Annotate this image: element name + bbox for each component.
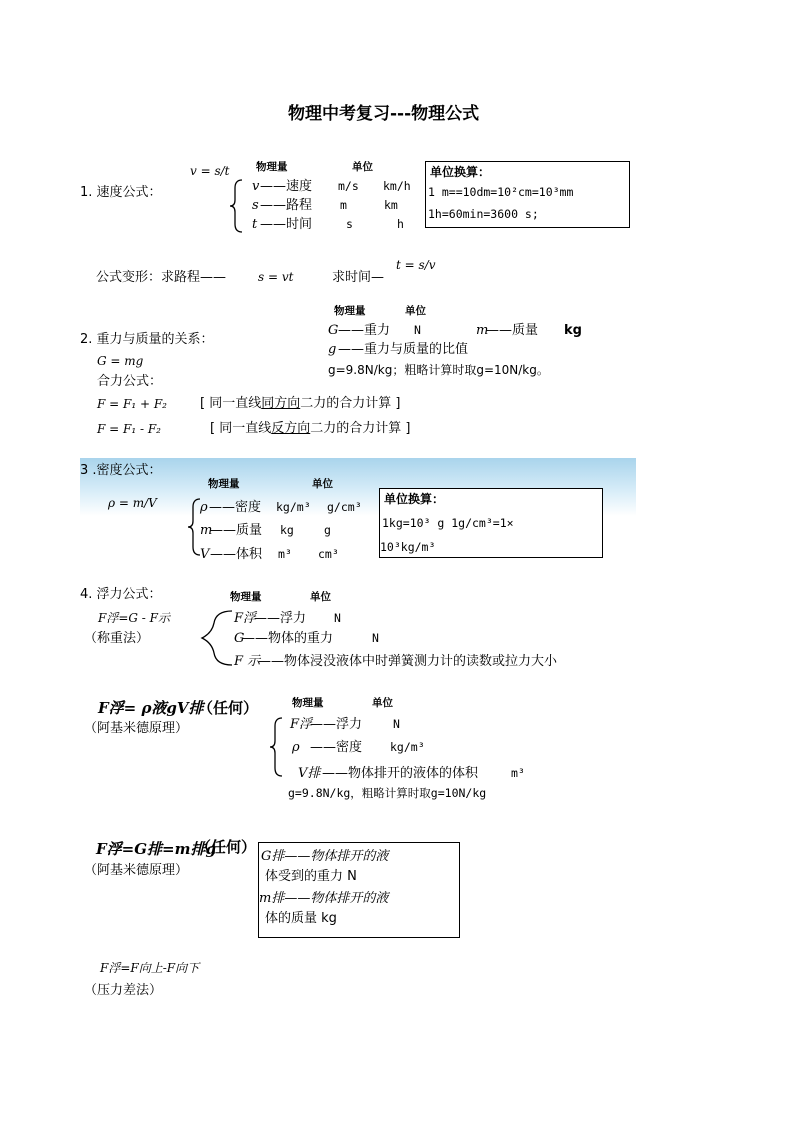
pressure-difference-method: （压力差法） [84,983,163,998]
speed-brace-icon [228,178,244,234]
archimedes-any-2: （任何） [196,838,257,856]
archimedes-g-note: g=9.8N/kg，粗略计算时取g=10N/kg [288,786,487,800]
speed-variant-formula: s = vt [258,270,294,284]
density-unit1: kg/m³ [276,500,311,514]
speed-variant-label2: 求时间— [332,270,385,285]
gravity-formula: G = mg [97,354,144,368]
buoyancy-sym: F浮 [234,611,257,626]
density-name: ——密度 [209,500,262,515]
header-quantity: 物理量 [256,161,288,173]
box-line: 体的质量 kg [265,911,337,926]
buoyancy-unit: N [334,611,341,625]
g-value-note: g=9.8N/kg；粗略计算时取g=10N/kg。 [328,363,549,377]
displaced-volume-sym: V排 [298,766,321,781]
box-title: 单位换算： [430,165,491,179]
time-unit2: h [397,217,404,231]
header-quantity: 物理量 [292,697,324,709]
weighing-brace-icon [200,609,234,667]
volume-sym: V [200,547,210,562]
box-line: 体受到的重力 N [265,869,357,884]
resultant-label: 合力公式： [97,374,163,389]
header-unit: 单位 [352,161,373,173]
buoyancy-label: 4. 浮力公式： [80,587,162,602]
volume-name: ——体积 [210,547,263,562]
distance-sym: s [252,198,259,213]
header-unit: 单位 [312,478,333,490]
density-unit2: g/cm³ [327,500,362,514]
resultant-note-1: [ 同一直线同方向二力的合力计算 ] [200,396,401,411]
mass-name: ——质量 [210,523,263,538]
header-unit: 单位 [310,591,331,603]
gravity-name: ——重力 [338,323,391,338]
box-line: 1h=60min=3600 s; [428,207,539,221]
speed-name: ——速度 [260,179,313,194]
buoyancy-name: ——浮力 [254,611,307,626]
weight-unit: N [372,631,379,645]
density-formula: ρ = m/V [108,496,157,510]
reading-name: ——物体浸没液体中时弹簧测力计的读数或拉力大小 [258,654,558,669]
resultant-note-2: [ 同一直线反方向二力的合力计算 ] [210,421,411,436]
density-sym: ρ [292,740,300,755]
weight-sym: G [234,631,245,646]
distance-name: ——路程 [260,198,313,213]
header-unit: 单位 [372,697,393,709]
mass-sym: m [200,523,213,538]
header-quantity: 物理量 [334,305,366,317]
buoyancy-sym: F浮 [290,717,313,732]
displaced-fluid-box [258,842,460,938]
volume-unit2: cm³ [318,547,339,561]
buoyancy-name: ——浮力 [310,717,363,732]
box-line: 1 m==10dm=10²cm=10³mm [428,185,574,199]
pressure-difference-formula: F浮=F向上-F向下 [100,961,200,975]
mass-name: ——质量 [486,323,539,338]
archimedes-formula-1: F浮= ρ液gV排 [98,699,204,717]
mass-unit1: kg [280,523,294,537]
box-title: 单位换算： [384,492,445,506]
header-unit: 单位 [405,305,426,317]
density-sym: ρ [200,500,208,515]
box-line: 10³kg/m³ [380,540,436,554]
gravity-label: 2. 重力与质量的关系： [80,332,214,347]
displaced-volume-name: ——物体排开的液体的体积 [322,766,479,781]
resultant-formula-1: F = F₁ + F₂ [97,397,167,411]
mass-unit2: g [324,523,331,537]
speed-variant-formula2: t = s/v [396,258,436,272]
archimedes-formula-2: F浮=G排=m排g [96,840,216,858]
time-sym: t [252,217,258,232]
density-unit: kg/m³ [390,740,425,754]
mass-sym: m [476,323,489,338]
archimedes-brace-icon [268,716,284,778]
distance-unit2: km [384,198,398,212]
reading-sym: F 示 [234,654,261,669]
mass-unit: kg [564,323,582,338]
weight-name: ——物体的重力 [242,631,334,646]
density-name: ——密度 [310,740,363,755]
speed-unit1: m/s [338,179,359,193]
archimedes-method-2: （阿基米德原理） [84,863,189,878]
box-line: m排——物体排开的液 [259,891,389,906]
box-line: G排——物体排开的液 [261,849,389,864]
displaced-volume-unit: m³ [511,766,525,780]
time-unit1: s [346,217,353,231]
density-unit-conversion-box [379,488,603,558]
time-name: ——时间 [260,217,313,232]
speed-sym: v [252,179,260,194]
archimedes-method-1: （阿基米德原理） [84,721,189,736]
page-title: 物理中考复习---物理公式 [288,104,480,124]
header-quantity: 物理量 [208,478,240,490]
buoyancy-unit: N [393,717,400,731]
gravity-unit: N [414,323,421,337]
speed-label: 1. 速度公式： [80,185,162,200]
distance-unit1: m [340,198,347,212]
archimedes-any-1: （任何） [198,699,259,717]
speed-unit2: km/h [383,179,411,193]
header-quantity: 物理量 [230,591,262,603]
density-label: 3 .密度公式： [80,463,162,478]
resultant-formula-2: F = F₁ - F₂ [97,422,161,436]
box-line: 1kg=10³ g 1g/cm³=1× [382,516,514,530]
g-sym: g [328,342,337,357]
weighing-method: （称重法） [84,631,150,646]
speed-formula: v = s/t [190,164,230,178]
speed-variant-label: 公式变形：求路程—— [96,270,227,285]
g-name: ——重力与质量的比值 [338,342,469,357]
speed-unit-conversion-box [425,161,630,228]
weighing-formula: F浮=G - F示 [98,611,170,625]
gravity-sym: G [328,323,339,338]
volume-unit1: m³ [278,547,292,561]
